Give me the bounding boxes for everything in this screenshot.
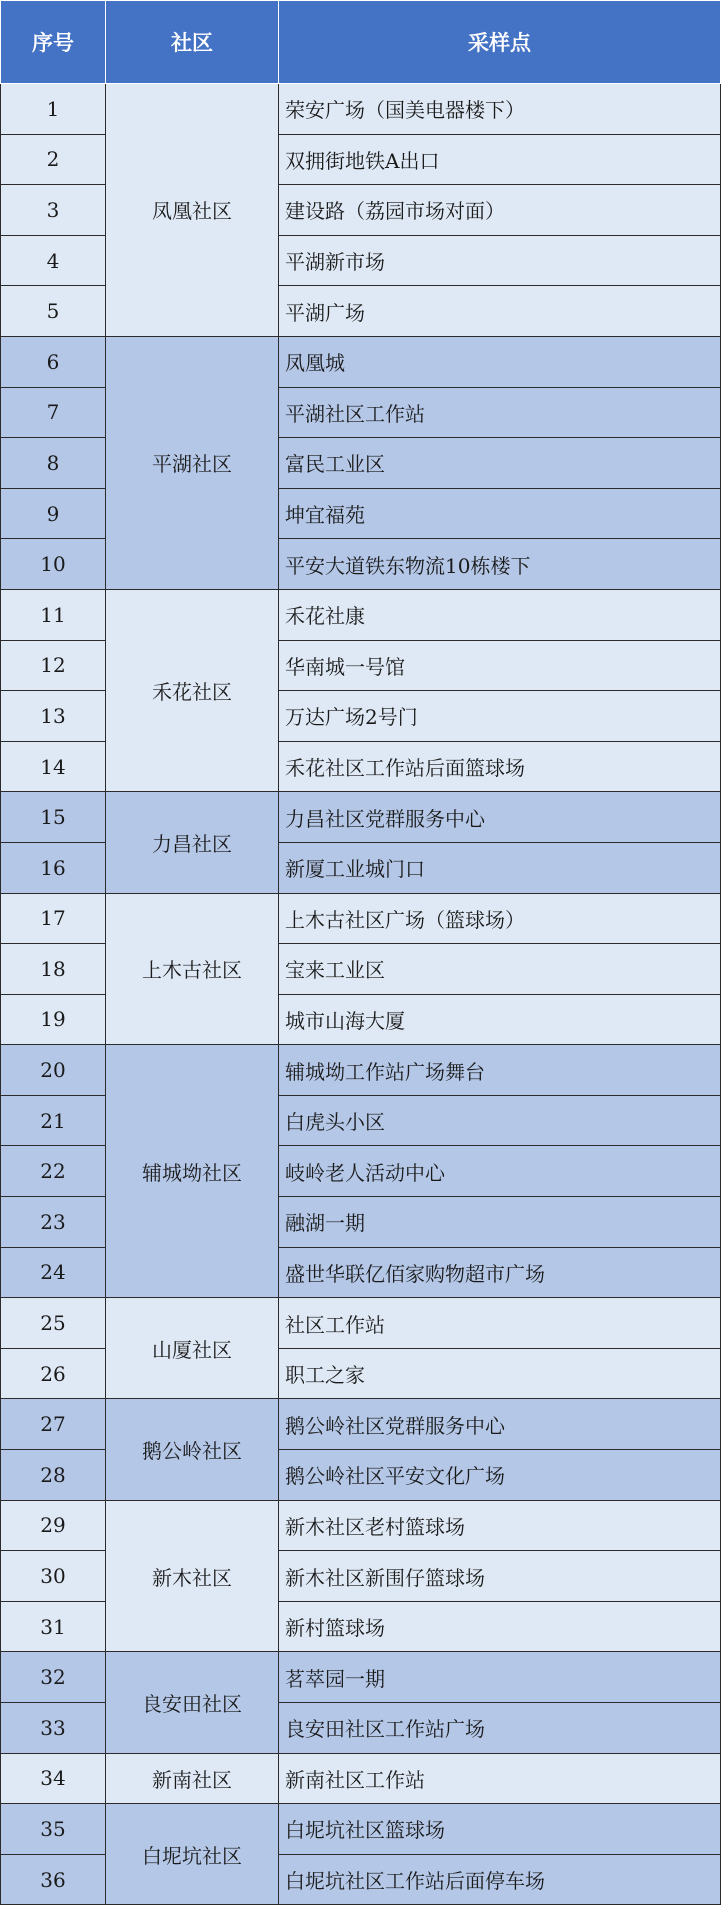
sampling-site: 禾花社区工作站后面篮球场: [279, 741, 721, 792]
table-row: [1, 84, 721, 135]
sampling-site: 白虎头小区: [279, 1095, 721, 1146]
sampling-site: 禾花社康: [279, 589, 721, 640]
sampling-site: 力昌社区党群服务中心: [279, 792, 721, 843]
sampling-site: 建设路（荔园市场对面）: [279, 185, 721, 236]
row-number: 10: [1, 539, 106, 590]
community-name: 辅城坳社区: [106, 1045, 279, 1298]
row-number: 30: [1, 1551, 106, 1602]
sampling-site: 茗萃园一期: [279, 1652, 721, 1703]
table-row: [1, 1652, 721, 1703]
row-number: 18: [1, 944, 106, 995]
row-number: 27: [1, 1399, 106, 1450]
row-number: 15: [1, 792, 106, 843]
community-name: 白坭坑社区: [106, 1804, 279, 1905]
community-name: 禾花社区: [106, 589, 279, 791]
sampling-site: 荣安广场（国美电器楼下）: [279, 84, 721, 135]
sampling-site: 白坭坑社区工作站后面停车场: [279, 1854, 721, 1905]
row-number: 4: [1, 235, 106, 286]
table-row: [1, 336, 721, 387]
table-body: [1, 84, 721, 1905]
row-number: 35: [1, 1804, 106, 1855]
header-community: 社区: [106, 1, 279, 84]
sampling-site: 新木社区新围仔篮球场: [279, 1551, 721, 1602]
sampling-site: 城市山海大厦: [279, 994, 721, 1045]
row-number: 8: [1, 438, 106, 489]
community-name: 新木社区: [106, 1500, 279, 1652]
sampling-site: 社区工作站: [279, 1298, 721, 1349]
community-name: 上木古社区: [106, 893, 279, 1045]
row-number: 17: [1, 893, 106, 944]
table-row: [1, 1753, 721, 1804]
row-number: 36: [1, 1854, 106, 1905]
sampling-site: 良安田社区工作站广场: [279, 1703, 721, 1754]
sampling-site: 岐岭老人活动中心: [279, 1146, 721, 1197]
community-name: 平湖社区: [106, 336, 279, 589]
row-number: 21: [1, 1095, 106, 1146]
community-name: 山厦社区: [106, 1298, 279, 1399]
row-number: 11: [1, 589, 106, 640]
header-no: 序号: [1, 1, 106, 84]
row-number: 7: [1, 387, 106, 438]
sampling-site: 鹅公岭社区党群服务中心: [279, 1399, 721, 1450]
row-number: 14: [1, 741, 106, 792]
sampling-site: 宝来工业区: [279, 944, 721, 995]
community-name: 鹅公岭社区: [106, 1399, 279, 1500]
sampling-site: 新厦工业城门口: [279, 842, 721, 893]
row-number: 25: [1, 1298, 106, 1349]
sampling-site: 平湖新市场: [279, 235, 721, 286]
row-number: 3: [1, 185, 106, 236]
table-row: [1, 1298, 721, 1349]
row-number: 16: [1, 842, 106, 893]
sampling-site: 平湖广场: [279, 286, 721, 337]
row-number: 9: [1, 488, 106, 539]
row-number: 13: [1, 691, 106, 742]
row-number: 29: [1, 1500, 106, 1551]
row-number: 12: [1, 640, 106, 691]
sampling-site: 坤宜福苑: [279, 488, 721, 539]
table-row: [1, 792, 721, 843]
table-row: [1, 1500, 721, 1551]
sampling-site: 凤凰城: [279, 336, 721, 387]
sampling-site: 新木社区老村篮球场: [279, 1500, 721, 1551]
sampling-site: 上木古社区广场（篮球场）: [279, 893, 721, 944]
table-row: [1, 1045, 721, 1096]
sampling-site: 白坭坑社区篮球场: [279, 1804, 721, 1855]
row-number: 5: [1, 286, 106, 337]
row-number: 19: [1, 994, 106, 1045]
sampling-site: 鹅公岭社区平安文化广场: [279, 1450, 721, 1501]
row-number: 20: [1, 1045, 106, 1096]
sampling-site: 万达广场2号门: [279, 691, 721, 742]
community-name: 新南社区: [106, 1753, 279, 1804]
row-number: 32: [1, 1652, 106, 1703]
table-row: [1, 589, 721, 640]
sampling-site: 融湖一期: [279, 1197, 721, 1248]
row-number: 33: [1, 1703, 106, 1754]
row-number: 24: [1, 1247, 106, 1298]
row-number: 28: [1, 1450, 106, 1501]
row-number: 2: [1, 134, 106, 185]
sampling-site: 平安大道铁东物流10栋楼下: [279, 539, 721, 590]
row-number: 1: [1, 84, 106, 135]
sampling-site: 华南城一号馆: [279, 640, 721, 691]
table-row: [1, 893, 721, 944]
sampling-site: 新村篮球场: [279, 1601, 721, 1652]
row-number: 31: [1, 1601, 106, 1652]
sampling-site: 职工之家: [279, 1348, 721, 1399]
header-site: 采样点: [279, 1, 721, 84]
community-name: 凤凰社区: [106, 84, 279, 337]
sampling-site: 新南社区工作站: [279, 1753, 721, 1804]
row-number: 26: [1, 1348, 106, 1399]
sampling-site: 辅城坳工作站广场舞台: [279, 1045, 721, 1096]
sampling-site: 富民工业区: [279, 438, 721, 489]
table-row: [1, 1399, 721, 1450]
row-number: 6: [1, 336, 106, 387]
row-number: 23: [1, 1197, 106, 1248]
sampling-site: 盛世华联亿佰家购物超市广场: [279, 1247, 721, 1298]
row-number: 22: [1, 1146, 106, 1197]
row-number: 34: [1, 1753, 106, 1804]
community-name: 力昌社区: [106, 792, 279, 893]
community-name: 良安田社区: [106, 1652, 279, 1753]
table-row: [1, 1804, 721, 1855]
header-row: [1, 1, 721, 84]
sampling-site: 平湖社区工作站: [279, 387, 721, 438]
sampling-site: 双拥街地铁A出口: [279, 134, 721, 185]
